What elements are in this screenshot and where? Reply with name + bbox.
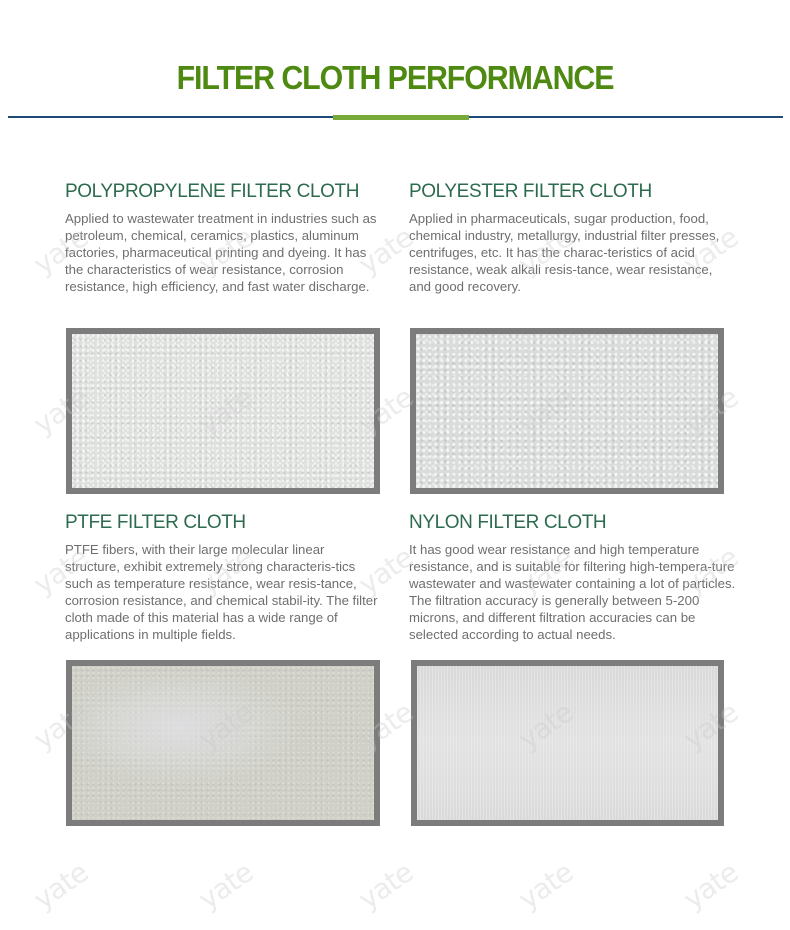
cloth-texture-polypropylene	[72, 334, 374, 488]
card-description-nylon: It has good wear resistance and high temperature resistance, and is suitable for filtering high-tempera-ture wastewater and wastewater containing a lot of particles. The filtration accuracy is generally between 5-200 microns, and different filtration accuracies can be selected according to actual needs.	[409, 542, 736, 642]
card-heading-nylon: NYLON FILTER CLOTH	[409, 512, 607, 533]
watermark-logo: yate	[27, 220, 94, 282]
cloth-texture-polyester	[416, 334, 718, 488]
watermark-logo: yate	[192, 220, 259, 282]
card-polyester	[409, 180, 739, 295]
card-heading-polypropylene: POLYPROPYLENE FILTER CLOTH	[65, 181, 360, 202]
watermark-logo: yate	[352, 380, 419, 442]
watermark-logo: yate	[352, 540, 419, 602]
watermark-logo: yate	[27, 695, 94, 757]
watermark-logo: yate	[512, 380, 579, 442]
watermark-logo: yate	[192, 380, 259, 442]
page-title: FILTER CLOTH PERFORMANCE	[176, 59, 614, 96]
card-description-polyester: Applied in pharmaceuticals, sugar production, food, chemical industry, metallurgy, industrial filter presses, centrifuges, etc. It has the charac-teristics of acid resistance, weak alkali resis-tance, wear resistance, and good recovery.	[409, 211, 720, 294]
card-heading-polyester: POLYESTER FILTER CLOTH	[409, 181, 652, 202]
watermark-logo: yate	[192, 855, 259, 917]
watermark-logo: yate	[677, 695, 744, 757]
cloth-image-nylon	[411, 660, 724, 826]
watermark-logo: yate	[192, 695, 259, 757]
cloth-image-ptfe	[66, 660, 380, 826]
watermark-logo: yate	[512, 220, 579, 282]
watermark-logo: yate	[352, 220, 419, 282]
watermark-logo: yate	[192, 540, 259, 602]
cloth-image-polyester	[410, 328, 724, 494]
card-ptfe	[65, 511, 395, 643]
card-heading-ptfe: PTFE FILTER CLOTH	[65, 512, 246, 533]
watermark-logo: yate	[512, 695, 579, 757]
watermark-logo: yate	[512, 540, 579, 602]
watermark-logo: yate	[677, 220, 744, 282]
cloth-texture-nylon	[417, 666, 718, 820]
watermark-logo: yate	[27, 540, 94, 602]
card-polypropylene	[65, 180, 395, 295]
watermark-logo: yate	[27, 380, 94, 442]
watermark-logo: yate	[677, 380, 744, 442]
header-divider-accent	[333, 115, 469, 120]
watermark-logo: yate	[27, 855, 94, 917]
cloth-texture-ptfe	[72, 666, 374, 820]
watermark-logo: yate	[352, 855, 419, 917]
watermark-logo: yate	[352, 695, 419, 757]
card-nylon	[409, 511, 739, 643]
card-description-polypropylene: Applied to wastewater treatment in industries such as petroleum, chemical, ceramics, plastics, aluminum factories, pharmaceutical printing and dyeing. It has the characteristics of wear resistance, corrosion resistance, high efficiency, and fast water discharge.	[65, 211, 377, 294]
card-description-ptfe: PTFE fibers, with their large molecular linear structure, exhibit extremely strong characteris-tics such as temperature resistance, wear resis-tance, corrosion resistance, and chemical stabil-ity. The filter cloth made of this material has a wide range of applications in multiple fields.	[65, 542, 378, 642]
watermark-logo: yate	[677, 855, 744, 917]
watermark-logo: yate	[512, 855, 579, 917]
cloth-image-polypropylene	[66, 328, 380, 494]
watermark-logo: yate	[677, 540, 744, 602]
